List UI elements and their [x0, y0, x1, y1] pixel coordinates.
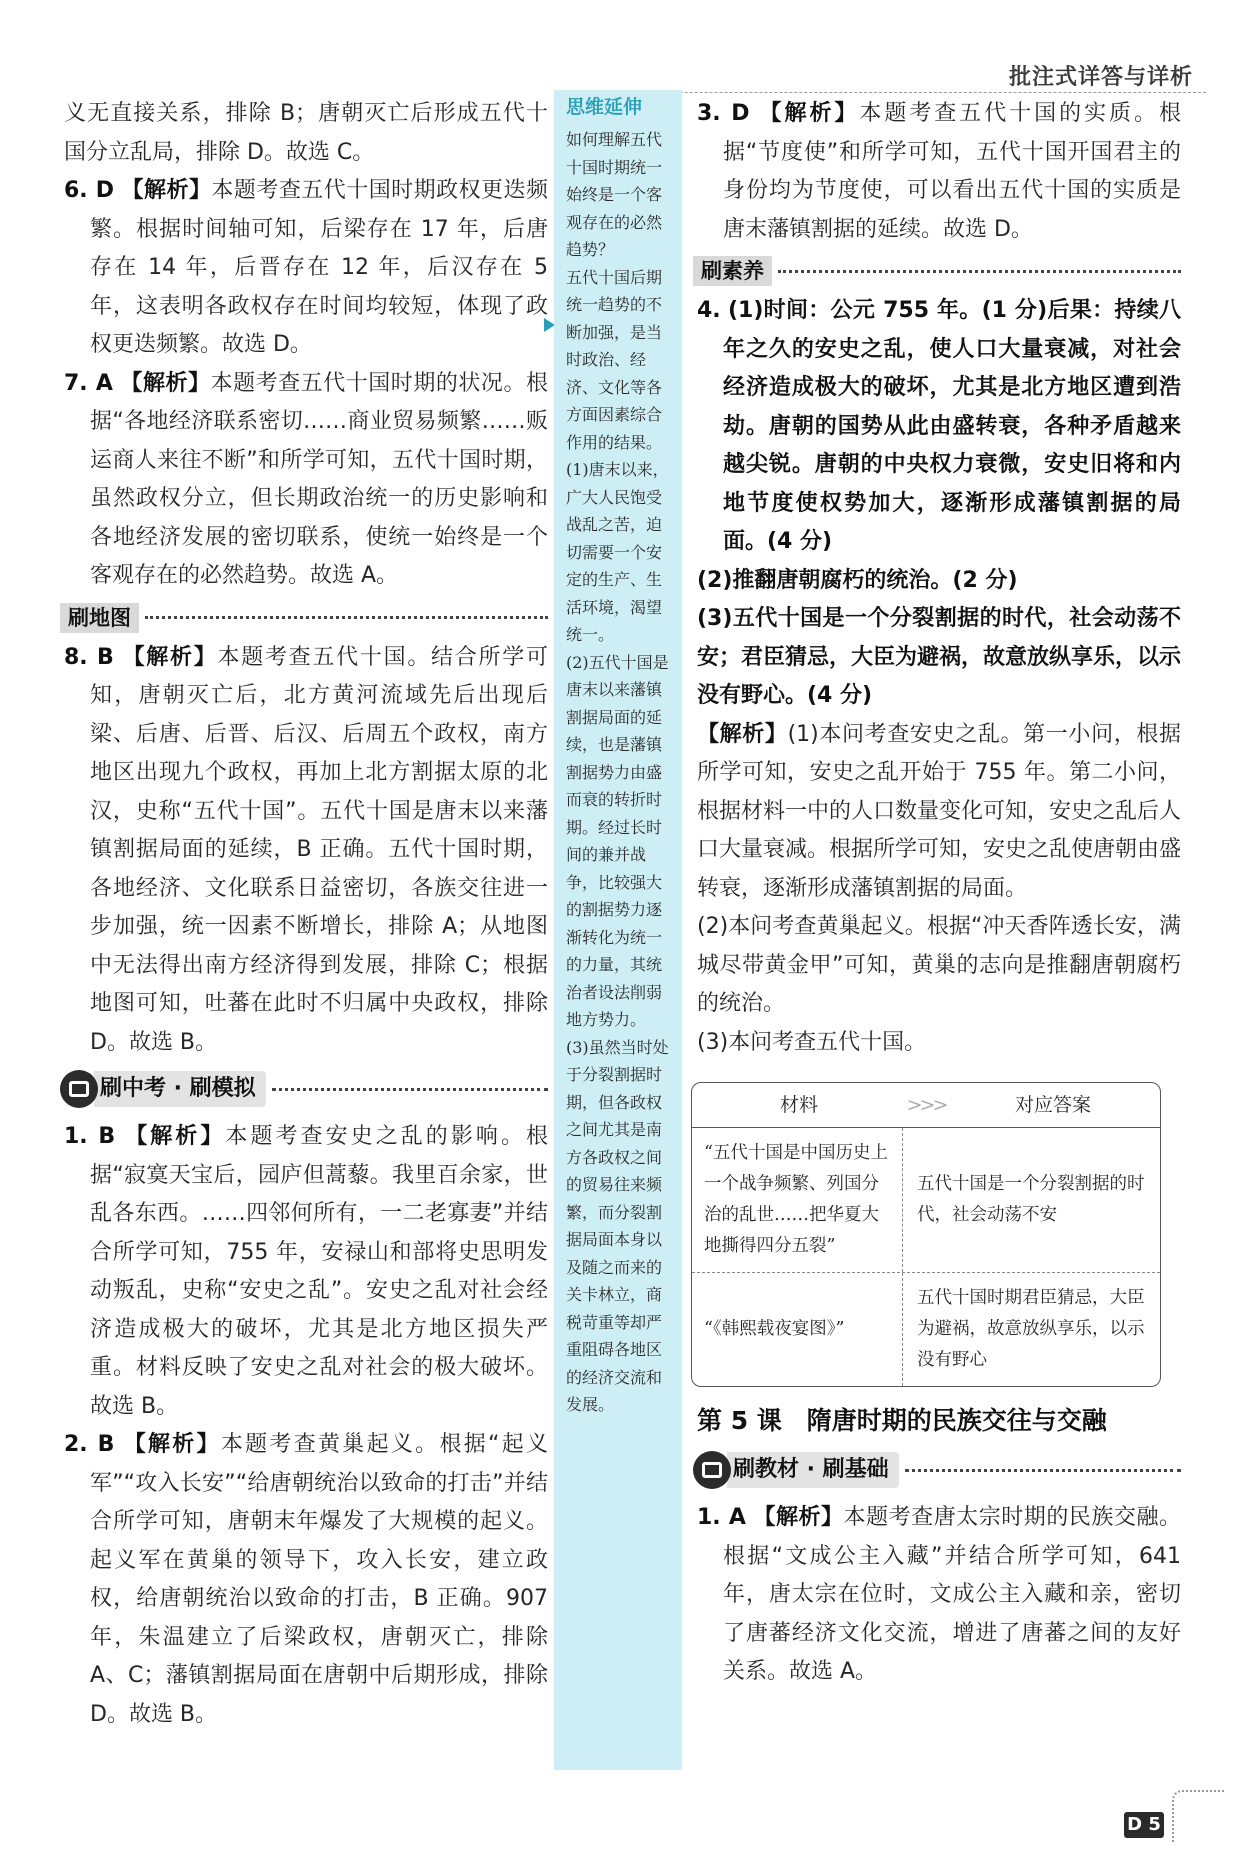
mock-answer-1 — [64, 1118, 548, 1426]
answer-8 — [64, 639, 548, 1063]
book-icon — [693, 1451, 731, 1489]
analysis-text: 本题考查安史之乱的影响。根据“寂寞天宝后，园庐但蒿藜。我里百余家，世乱各东西。……四邻何所有，一二老寡妻”并结合所学可知，755 年，安禄山和部将史思明发动叛乱，史称“安史之乱”。安史之乱对社会经济造成极大的破坏，尤其是北方地区损失严重。材料反映了安史之乱对社会的极大破坏。故选 B。 — [90, 1124, 548, 1419]
analysis-text: 本题考查五代十国的实质。根据“节度使”和所学可知，五代十国开国君主的身份均为节度使，可以看出五代十国的实质是唐末藩镇割据的延续。故选 D。 — [723, 101, 1181, 242]
page-corner-decoration — [1172, 1790, 1224, 1842]
dotted-rule — [145, 616, 548, 619]
section-label: 刷地图 — [60, 603, 139, 633]
mock-answer-2 — [64, 1426, 548, 1734]
answer-number: 7. A — [64, 370, 113, 396]
book-icon — [60, 1070, 98, 1108]
answer-4-explanation-3: (3)本问考查五代十国。 — [697, 1029, 927, 1055]
analysis-tag: 【解析】 — [759, 101, 860, 126]
analysis-text: 本题考查黄巢起义。根据“起义军”“攻入长安”“给唐朝统治以致命的打击”并结合所学可知，唐朝末年爆发了大规模的起义。起义军在黄巢的领导下，攻入长安，建立政权，给唐朝统治以致命的打击，B 正确。907 年，朱温建立了后梁政权，唐朝灭亡，排除 A、C；藩镇割据局面在唐朝中后期形成，排除 D。故选 B。 — [90, 1432, 548, 1727]
sidebar-question: 如何理解五代十国时期统一始终是一个客观存在的必然趋势？ — [566, 130, 663, 259]
table-cell-answer: 五代十国是一个分裂割据的时代，社会动荡不安 — [917, 1174, 1145, 1225]
answer-7 — [64, 365, 548, 596]
answer-4-explanation-1 — [697, 716, 1181, 909]
answer-number: 2. B — [64, 1432, 115, 1457]
answer-text: (1)时间：公元 755 年。(1 分)后果：持续八年之久的安史之乱，使人口大量衰减，对社会经济造成极大的破坏，尤其是北方地区遭到浩劫。唐朝的国势从此由盛转衰，各种矛盾越来越尖锐。唐朝的中央权力衰微，安史旧将和内地节度使权势加大，逐渐形成藩镇割据的局面。(4 分) — [723, 298, 1181, 554]
answer-6 — [64, 172, 548, 365]
sidebar-point-3: (3)虽然当时处于分裂割据时期，但各政权之间尤其是南方各政权之间的贸易往来频繁，而分裂割据局面本身以及随之而来的关卡林立，商税苛重等却严重阻碍各地区的经济交流和发展。 — [566, 1037, 669, 1414]
section-label: 刷中考 · 刷模拟 — [94, 1071, 266, 1107]
page-header-title: 批注式详答与详析 — [1008, 65, 1193, 90]
analysis-text: 本题考查五代十国时期的状况。根据“各地经济联系密切……商业贸易频繁……贩运商人来往不断”和所学可知，五代十国时期，虽然政权分立，但长期政治统一的历史影响和各地经济发展的密切联系，使统一始终是一个客观存在的必然趋势。故选 A。 — [90, 370, 548, 588]
section-basics — [693, 1447, 1181, 1493]
table-header-answer: 对应答案 — [1014, 1093, 1091, 1116]
answer-number: 6. D — [64, 178, 115, 203]
mock-answer-3 — [697, 95, 1181, 249]
analysis-text: 本题考查五代十国。结合所学可知，唐朝灭亡后，北方黄河流域先后出现后梁、后唐、后晋、后汉、后周五个政权，南方地区出现九个政权，再加上北方割据太原的北汉，史称“五代十国”。五代十国是唐末以来藩镇割据局面的延续，B 正确。五代十国时期，各地经济、文化联系日益密切，各族交往进一步加强，统一因素不断增长，排除 A；从地图中无法得出南方经济得到发展，排除 C；根据地图可知，吐蕃在此时不归属中央政权，排除 D。故选 B。 — [90, 644, 548, 1055]
material-answer-table — [691, 1082, 1161, 1387]
page-number: D 5 — [1124, 1812, 1164, 1838]
thinking-extension-sidebar — [554, 90, 682, 1770]
answer-number: 1. B — [64, 1124, 116, 1149]
section-exam — [60, 1066, 548, 1112]
table-row — [692, 1128, 1160, 1273]
section-map — [60, 601, 548, 635]
right-column — [697, 95, 1181, 1692]
table-header — [692, 1083, 1160, 1128]
analysis-tag: 【解析】 — [123, 1432, 221, 1457]
continued-text: 义无直接关系，排除 B；唐朝灭亡后形成五代十国分立乱局，排除 D。故选 C。 — [64, 101, 548, 165]
answer-number: 1. A — [697, 1505, 746, 1530]
table-cell-material: “《韩熙载夜宴图》” — [692, 1273, 903, 1386]
answer-number: 3. D — [697, 101, 750, 126]
analysis-tag: 【解析】 — [122, 644, 218, 670]
table-row — [692, 1273, 1160, 1386]
analysis-text: 本题考查唐太宗时期的民族交融。根据“文成公主入藏”并结合所学可知，641 年，唐太宗在位时，文成公主入藏和亲，密切了唐蕃经济文化交流，增进了唐蕃之间的友好关系。故选 A。 — [723, 1505, 1181, 1684]
sidebar-point-1: (1)唐末以来，广大人民饱受战乱之苦，迫切需要一个安定的生产、生活环境，渴望统一。 — [566, 460, 669, 644]
answer-number: 8. B — [64, 644, 114, 670]
table-cell-answer: 五代十国时期君臣猜忌，大臣为避祸，故意放纵享乐，以示没有野心 — [917, 1288, 1145, 1370]
analysis-tag: 【解析】 — [120, 370, 211, 396]
section-label: 刷素养 — [693, 256, 772, 286]
dotted-rule — [272, 1088, 548, 1091]
section-label: 刷教材 · 刷基础 — [727, 1452, 899, 1488]
analysis-tag: 【解析】 — [125, 1124, 226, 1149]
dotted-rule — [778, 270, 1181, 273]
lesson-title: 第 5 课 隋唐时期的民族交往与交融 — [697, 1406, 1107, 1435]
sidebar-heading: 思维延伸 — [566, 96, 643, 118]
analysis-tag: 【解析】 — [121, 178, 212, 203]
table-cell-material: “五代十国是中国历史上一个战争频繁、列国分治的乱世……把华夏大地撕得四分五裂” — [692, 1128, 903, 1272]
section-literacy — [693, 254, 1181, 288]
answer-number: 4. — [697, 298, 721, 323]
dotted-rule — [905, 1469, 1181, 1472]
analysis-text: (1)本问考查安史之乱。第一小问，根据所学可知，安史之乱开始于 755 年。第二小问，根据材料一中的人口数量变化可知，安史之乱后人口大量衰减。根据所学可知，安史之乱使唐朝由盛转衰，逐渐形成藩镇割据的局面。 — [697, 721, 1182, 901]
basic-answer-1 — [697, 1499, 1181, 1692]
header-divider — [590, 92, 1206, 93]
table-header-arrow: >>> — [906, 1093, 946, 1116]
analysis-tag: 【解析】 — [753, 1505, 844, 1530]
answer-4-part-1 — [697, 292, 1181, 562]
answer-4-explanation-2: (2)本问考查黄巢起义。根据“冲天香阵透长安，满城尽带黄金甲”可知，黄巢的志向是推翻唐朝腐朽的统治。 — [697, 914, 1181, 1016]
analysis-text: 本题考查五代十国时期政权更迭频繁。根据时间轴可知，后梁存在 17 年，后唐存在 14 年，后晋存在 12 年，后汉存在 5 年，这表明各政权存在时间均较短，体现了政权更迭频繁。故选 D。 — [90, 178, 548, 357]
answer-4-part-3: (3)五代十国是一个分裂割据的时代，社会动荡不安；君臣猜忌，大臣为避祸，故意放纵享乐，以示没有野心。(4 分) — [697, 606, 1182, 708]
analysis-tag: 【解析】 — [697, 721, 788, 747]
sidebar-intro: 五代十国后期统一趋势的不断加强，是当时政治、经济、文化等各方面因素综合作用的结果。 — [566, 267, 663, 452]
left-column — [64, 95, 548, 1734]
table-header-material: 材料 — [779, 1093, 818, 1116]
answer-4-part-2: (2)推翻唐朝腐朽的统治。(2 分) — [697, 567, 1018, 593]
sidebar-point-2: (2)五代十国是唐末以来藩镇割据局面的延续，也是藩镇割据势力由盛而衰的转折时期。经过长时间的兼并战争，比较强大的割据势力逐渐转化为统一的力量，其统治者设法削弱地方势力。 — [566, 652, 669, 1029]
